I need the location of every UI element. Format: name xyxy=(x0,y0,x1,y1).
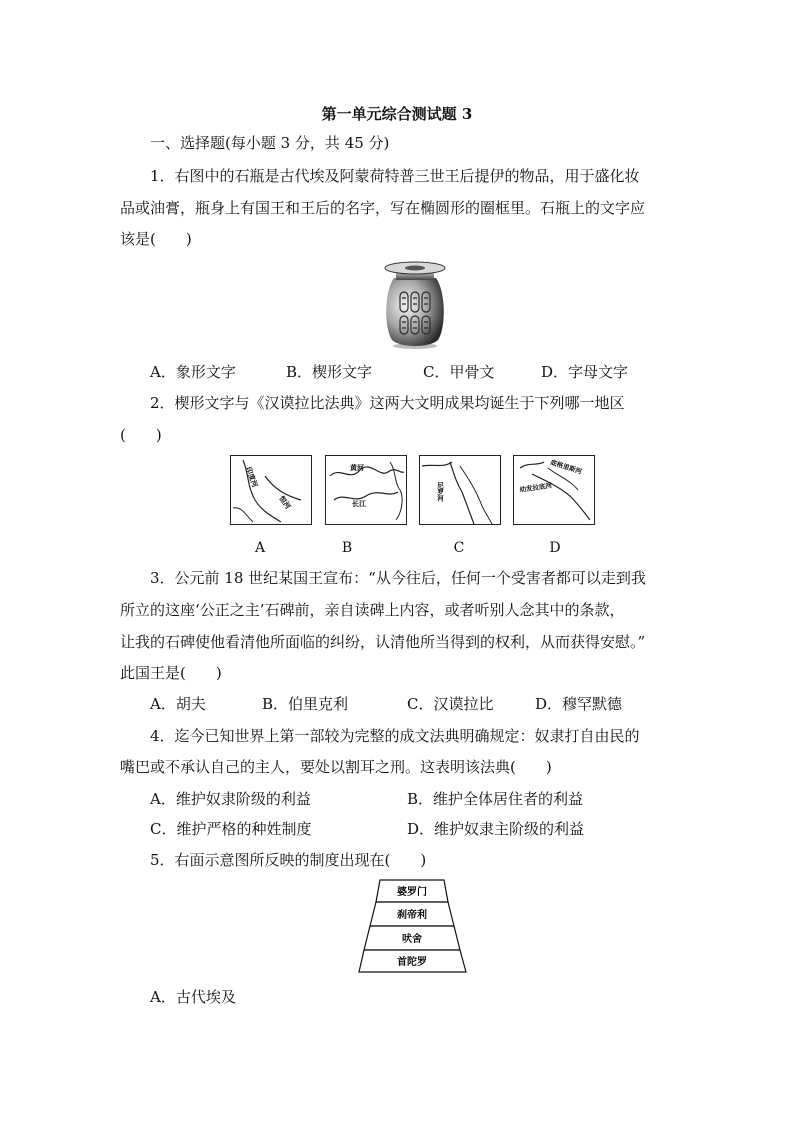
map-b-label-2: 长江 xyxy=(352,500,366,508)
q3-line-4: 此国王是( ) xyxy=(120,664,222,682)
map-b-label-1: 黄河 xyxy=(350,464,364,472)
q3-line-2: 所立的这座‘公正之主’石碑前，亲自读碑上内容，或者听别人念其中的条款， xyxy=(120,601,625,619)
map-d-label-1: 底格里斯河 xyxy=(549,458,583,476)
q4-option-c: C．维护严格的种姓制度 xyxy=(150,820,312,838)
q3-option-b: B．伯里克利 xyxy=(262,695,349,713)
pyramid-tier-1: 婆罗门 xyxy=(397,887,427,898)
map-option-b xyxy=(325,455,407,525)
q4-option-b: B．维护全体居住者的利益 xyxy=(407,790,584,808)
q2-line-1: 2．楔形文字与《汉谟拉比法典》这两大文明成果均诞生于下列哪一地区 xyxy=(150,394,625,412)
map-d-label-2: 幼发拉底河 xyxy=(519,481,553,494)
q3-line-3: 让我的石碑使他看清他所面临的纠纷，认清他所当得到的权利，从而获得安慰。” xyxy=(120,633,646,651)
map-c-label-1: 尼罗河 xyxy=(436,482,444,502)
pyramid-tier-4: 首陀罗 xyxy=(397,957,427,968)
section-heading: 一、选择题(每小题 3 分，共 45 分) xyxy=(150,134,390,152)
q1-option-d: D．字母文字 xyxy=(541,363,629,381)
q3-option-d: D．穆罕默德 xyxy=(535,695,623,713)
map-label-c: C xyxy=(453,540,465,556)
q3-line-1: 3．公元前 18 世纪某国王宣布：“从今往后，任何一个受害者都可以走到我 xyxy=(150,569,646,587)
q1-option-b: B．楔形文字 xyxy=(286,363,373,381)
map-label-d: D xyxy=(549,540,561,556)
q3-option-a: A．胡夫 xyxy=(150,695,206,713)
q1-line-2: 品或油膏，瓶身上有国王和王后的名字，写在椭圆形的圈框里。石瓶上的文字应 xyxy=(120,199,646,217)
q5-line-1: 5．右面示意图所反映的制度出现在( ) xyxy=(150,851,427,869)
q1-line-1: 1．右图中的石瓶是古代埃及阿蒙荷特普三世王后提伊的物品，用于盛化妆 xyxy=(150,167,640,185)
q1-line-3: 该是( ) xyxy=(120,230,192,248)
q2-line-2: ( ) xyxy=(120,426,162,444)
q4-option-a: A．维护奴隶阶级的利益 xyxy=(150,790,311,808)
stone-jar-image xyxy=(380,258,450,350)
map-option-d xyxy=(513,455,595,525)
caste-pyramid-diagram xyxy=(358,878,468,974)
q1-option-a: A．象形文字 xyxy=(150,363,236,381)
q1-option-c: C．甲骨文 xyxy=(423,363,495,381)
pyramid-tier-2: 刹帝利 xyxy=(397,910,427,921)
q3-option-c: C．汉谟拉比 xyxy=(407,695,494,713)
q4-line-2: 嘴巴或不承认自己的主人，要处以割耳之刑。这表明该法典( ) xyxy=(120,758,552,776)
page-title: 第一单元综合测试题 3 xyxy=(321,105,473,123)
map-label-a: A xyxy=(254,540,266,556)
map-option-a xyxy=(230,455,312,525)
q5-option-a: A．古代埃及 xyxy=(150,988,236,1006)
map-option-c xyxy=(419,455,501,525)
q4-option-d: D．维护奴隶主阶级的利益 xyxy=(407,820,585,838)
map-a-label-1: 印度河 xyxy=(244,465,259,489)
q4-line-1: 4．迄今已知世界上第一部较为完整的成文法典明确规定：奴隶打自由民的 xyxy=(150,727,640,745)
map-a-label-2: 恒河 xyxy=(277,494,292,511)
map-label-b: B xyxy=(341,540,353,556)
pyramid-tier-3: 吠舍 xyxy=(402,934,422,945)
